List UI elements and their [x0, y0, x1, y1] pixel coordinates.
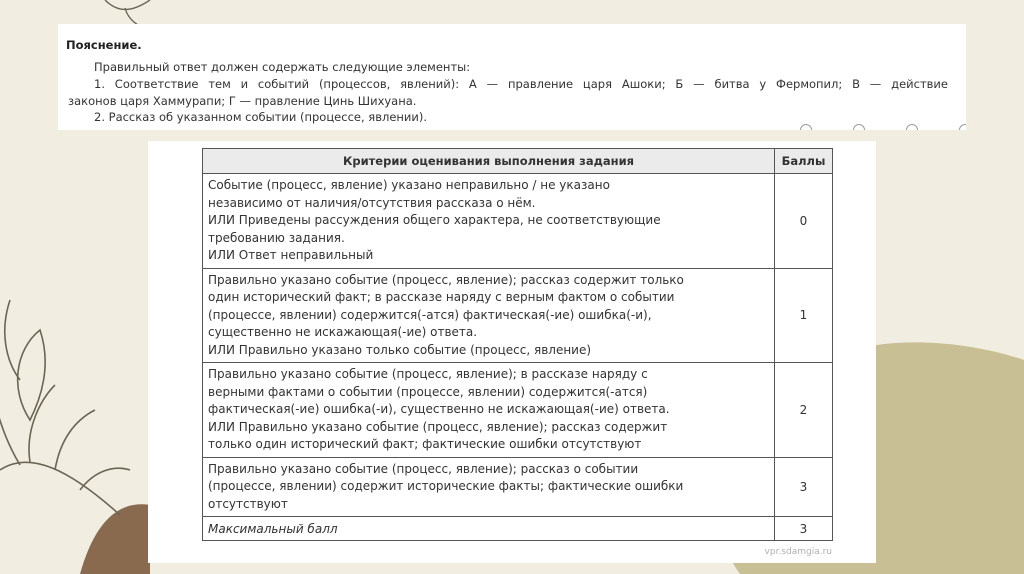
table-row — [203, 174, 833, 269]
radio-option[interactable] — [959, 124, 966, 130]
score-cell: 3 — [775, 457, 833, 517]
criteria-table — [202, 148, 833, 541]
radio-option[interactable] — [906, 124, 918, 130]
leaf-branch-icon — [0, 300, 130, 515]
criteria-line: Событие (процесс, явление) указано неправильно / не указано — [208, 178, 610, 192]
score-cell: 1 — [775, 268, 833, 363]
criteria-line: ИЛИ Правильно указано только событие (процесс, явление) — [208, 342, 592, 357]
criteria-line: существенно не искажающая(-ие) ответа. — [208, 325, 478, 339]
table-row — [203, 363, 833, 458]
criteria-line: требованию задания. — [208, 230, 345, 245]
criteria-line: ИЛИ Правильно указано событие (процесс, явление); рассказ содержит — [208, 419, 668, 434]
criteria-cell — [203, 457, 775, 517]
table-header-row — [203, 149, 833, 174]
criteria-line: фактическая(-ие) ошибка(-и), существенно не искажающая(-ие) ответа. — [208, 402, 670, 416]
criteria-line: независимо от наличия/отсутствия рассказа о нём. — [208, 195, 536, 210]
criteria-line: один исторический факт; в рассказе наряду с верным фактом о событии — [208, 290, 675, 304]
criteria-line: ИЛИ Ответ неправильный — [208, 248, 374, 262]
criteria-header: Критерии оценивания выполнения задания — [203, 149, 775, 174]
criteria-line: ИЛИ Приведены рассуждения общего характера, не соответствующие — [208, 213, 661, 227]
explanation-line: 2. Рассказ об указанном событии (процессе, явлении). — [94, 110, 428, 124]
max-score-label: Максимальный балл — [203, 517, 775, 541]
criteria-line: Правильно указано событие (процесс, явление); рассказ содержит только — [208, 272, 684, 287]
explanation-panel — [58, 24, 966, 130]
criteria-line: (процессе, явлении) содержит исторические факты; фактические ошибки — [208, 479, 684, 493]
max-score-value: 3 — [775, 517, 833, 541]
explanation-title: Пояснение. — [66, 38, 142, 52]
criteria-cell — [203, 174, 775, 269]
criteria-cell — [203, 268, 775, 363]
explanation-line: 1. Соответствие тем и событий (процессов, явлений): А — правление царя Ашоки; Б — битва у Фермопил; В — действие — [94, 77, 948, 91]
brown-blob-shape — [80, 504, 150, 574]
max-score-row — [203, 517, 833, 541]
criteria-line: отсутствуют — [208, 496, 288, 511]
explanation-line: законов царя Хаммурапи; Г — правление Цинь Шихуана. — [68, 94, 417, 108]
score-cell: 2 — [775, 363, 833, 458]
criteria-line: только один исторический факт; фактические ошибки отсутствуют — [208, 437, 642, 451]
score-cell: 0 — [775, 174, 833, 269]
explanation-line: Правильный ответ должен содержать следующие элементы: — [94, 60, 471, 74]
criteria-line: (процессе, явлении) содержится(-атся) фактическая(-ие) ошибка(-и), — [208, 307, 652, 322]
table-row — [203, 457, 833, 517]
criteria-line: Правильно указано событие (процесс, явление); рассказ о событии — [208, 461, 639, 476]
watermark: vpr.sdamgia.ru — [764, 547, 832, 557]
criteria-sheet — [148, 141, 876, 563]
criteria-cell — [203, 363, 775, 458]
score-header: Баллы — [775, 149, 833, 174]
table-row — [203, 268, 833, 363]
criteria-line: Правильно указано событие (процесс, явление); в рассказе наряду с — [208, 367, 648, 381]
criteria-line: верными фактами о событии (процессе, явлении) содержится(-атся) — [208, 384, 648, 399]
radio-option[interactable] — [853, 124, 865, 130]
radio-option[interactable] — [800, 124, 812, 130]
